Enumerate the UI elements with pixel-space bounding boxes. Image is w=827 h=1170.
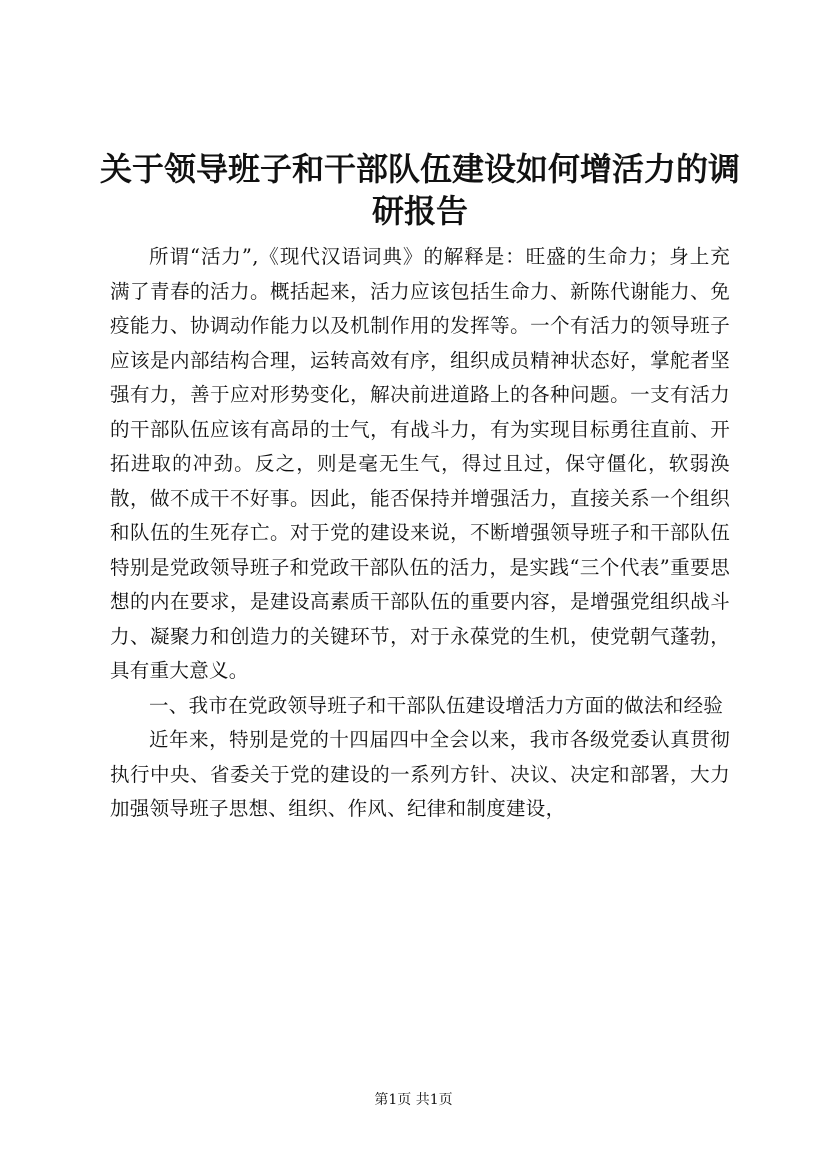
paragraph-intro: 所谓“活力”,《现代汉语词典》的解释是：旺盛的生命力；身上充满了青春的活力。概括起来，活力应该包括生命力、新陈代谢能力、免疫能力、协调动作能力以及机制作用的发挥等。一个有活力的领导班子应该是内部结构合理，运转高效有序，组织成员精神状态好，掌舵者坚强有力，善于应对形势变化，解决前进道路上的各种问题。一支有活力的干部队伍应该有高昂的士气，有战斗力，有为实现目标勇往直前、开拓进取的冲劲。反之，则是毫无生气，得过且过，保守僵化，软弱涣散，做不成干不好事。因此，能否保持并增强活力，直接关系一个组织和队伍的生死存亡。对于党的建设来说，不断增强领导班子和干部队伍特别是党政领导班子和党政干部队伍的活力，是实践“三个代表”重要思想的内在要求，是建设高素质干部队伍的重要内容，是增强党组织战斗力、凝聚力和创造力的关键环节，对于永葆党的生机，使党朝气蓬勃，具有重大意义。 [110,245,730,682]
document-body [110,240,730,827]
page-footer: 第1页 共1页 [374,1092,453,1108]
section-heading-1: 一、我市在党政领导班子和干部队伍建设增活力方面的做法和经验 [149,693,724,717]
document-title: 关于领导班子和干部队伍建设如何增活力的调研报告 [100,150,741,230]
paragraph-section-1: 近年来，特别是党的十四届四中全会以来，我市各级党委认真贯彻执行中央、省委关于党的建设的一系列方针、决议、决定和部署，大力加强领导班子思想、组织、作风、纪律和制度建设， [110,728,730,820]
